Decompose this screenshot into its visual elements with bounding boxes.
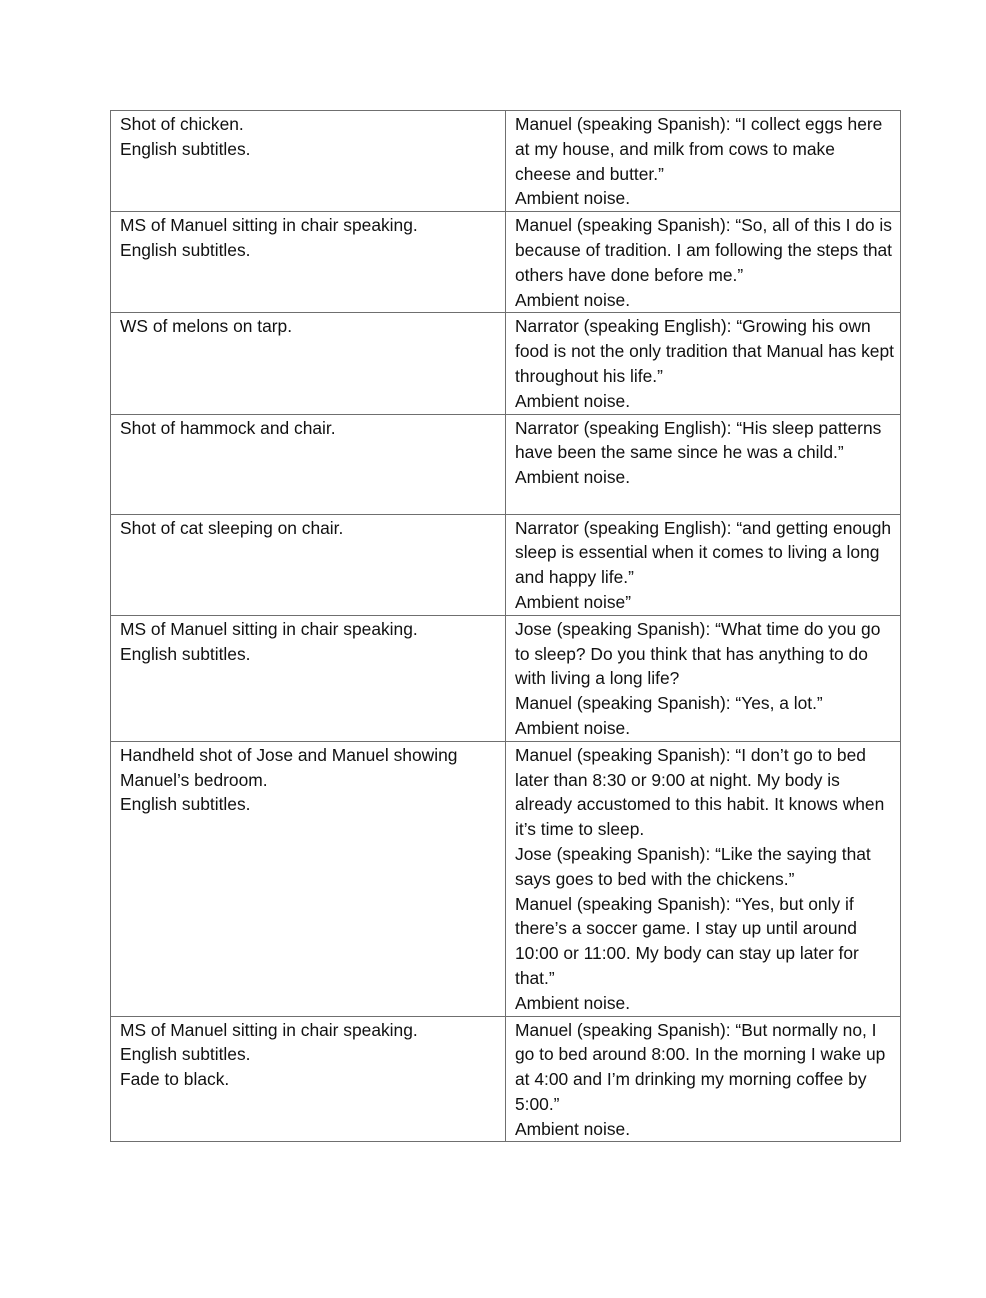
visual-line: Fade to black.	[120, 1069, 230, 1090]
visual-line: English subtitles.	[120, 643, 251, 664]
table-row	[111, 111, 901, 212]
audio-line: Manuel (speaking Spanish): “So, all of this I do is because of tradition. I am following the steps that others have done before me.”	[515, 215, 897, 285]
visual-cell	[111, 514, 506, 615]
audio-cell	[506, 615, 901, 741]
audio-line: Ambient noise”	[515, 591, 631, 612]
table-row	[111, 313, 901, 414]
visual-cell	[111, 1016, 506, 1142]
table-row	[111, 212, 901, 313]
visual-cell	[111, 615, 506, 741]
audio-line: Ambient noise.	[515, 188, 631, 209]
visual-line: English subtitles.	[120, 239, 251, 260]
visual-line: WS of melons on tarp.	[120, 316, 293, 337]
audio-cell	[506, 514, 901, 615]
audio-line: Narrator (speaking English): “Growing his own food is not the only tradition that Manual has kept throughout his life.”	[515, 316, 899, 386]
audio-line: Ambient noise.	[515, 1118, 631, 1139]
visual-line: MS of Manuel sitting in chair speaking.	[120, 618, 418, 639]
audio-line: Narrator (speaking English): “His sleep patterns have been the same since he was a child.”	[515, 417, 887, 463]
audio-cell	[506, 313, 901, 414]
audio-line: Manuel (speaking Spanish): “Yes, but only if there’s a soccer game. I stay up until around 10:00 or 11:00. My body can stay up later for that.”	[515, 893, 864, 988]
audio-line: Ambient noise.	[515, 289, 631, 310]
audio-cell	[506, 741, 901, 1016]
visual-cell	[111, 212, 506, 313]
visual-line: Shot of chicken.	[120, 114, 244, 134]
visual-line: Shot of hammock and chair.	[120, 417, 336, 438]
visual-cell	[111, 111, 506, 212]
visual-line: MS of Manuel sitting in chair speaking.	[120, 1019, 418, 1040]
audio-cell	[506, 1016, 901, 1142]
table-row	[111, 615, 901, 741]
visual-line: English subtitles.	[120, 794, 251, 815]
audio-line: Ambient noise.	[515, 717, 631, 738]
visual-line: Handheld shot of Jose and Manuel showing Manuel’s bedroom.	[120, 744, 463, 790]
visual-line: English subtitles.	[120, 138, 251, 159]
audio-line: Manuel (speaking Spanish): “But normally no, I go to bed around 8:00. In the morning I wake up at 4:00 and I’m drinking my morning coffee by 5:00.”	[515, 1019, 891, 1114]
table-row	[111, 414, 901, 514]
table-row	[111, 741, 901, 1016]
audio-line: Ambient noise.	[515, 390, 631, 411]
visual-cell	[111, 741, 506, 1016]
audio-line: Manuel (speaking Spanish): “Yes, a lot.”	[515, 693, 823, 714]
audio-cell	[506, 111, 901, 212]
visual-line: English subtitles.	[120, 1044, 251, 1065]
script-table	[110, 110, 901, 1142]
audio-line: Ambient noise.	[515, 467, 631, 488]
visual-line: MS of Manuel sitting in chair speaking.	[120, 215, 418, 236]
audio-cell	[506, 414, 901, 514]
visual-line: Shot of cat sleeping on chair.	[120, 517, 344, 538]
audio-cell	[506, 212, 901, 313]
audio-line: Manuel (speaking Spanish): “I don’t go to bed later than 8:30 or 9:00 at night. My body is already accustomed to this habit. It knows when it’s time to sleep.	[515, 744, 890, 840]
audio-line: Ambient noise.	[515, 992, 631, 1013]
visual-cell	[111, 414, 506, 514]
audio-line: Jose (speaking Spanish): “What time do you go to sleep? Do you think that has anything to do with living a long life?	[515, 618, 886, 689]
table-row	[111, 514, 901, 615]
audio-line: Jose (speaking Spanish): “Like the saying that says goes to bed with the chickens.”	[515, 843, 876, 889]
audio-line: Narrator (speaking English): “and getting enough sleep is essential when it comes to living a long and happy life.”	[515, 517, 896, 588]
table-row	[111, 1016, 901, 1142]
audio-line: Manuel (speaking Spanish): “I collect eggs here at my house, and milk from cows to make cheese and butter.”	[515, 114, 888, 184]
visual-cell	[111, 313, 506, 414]
